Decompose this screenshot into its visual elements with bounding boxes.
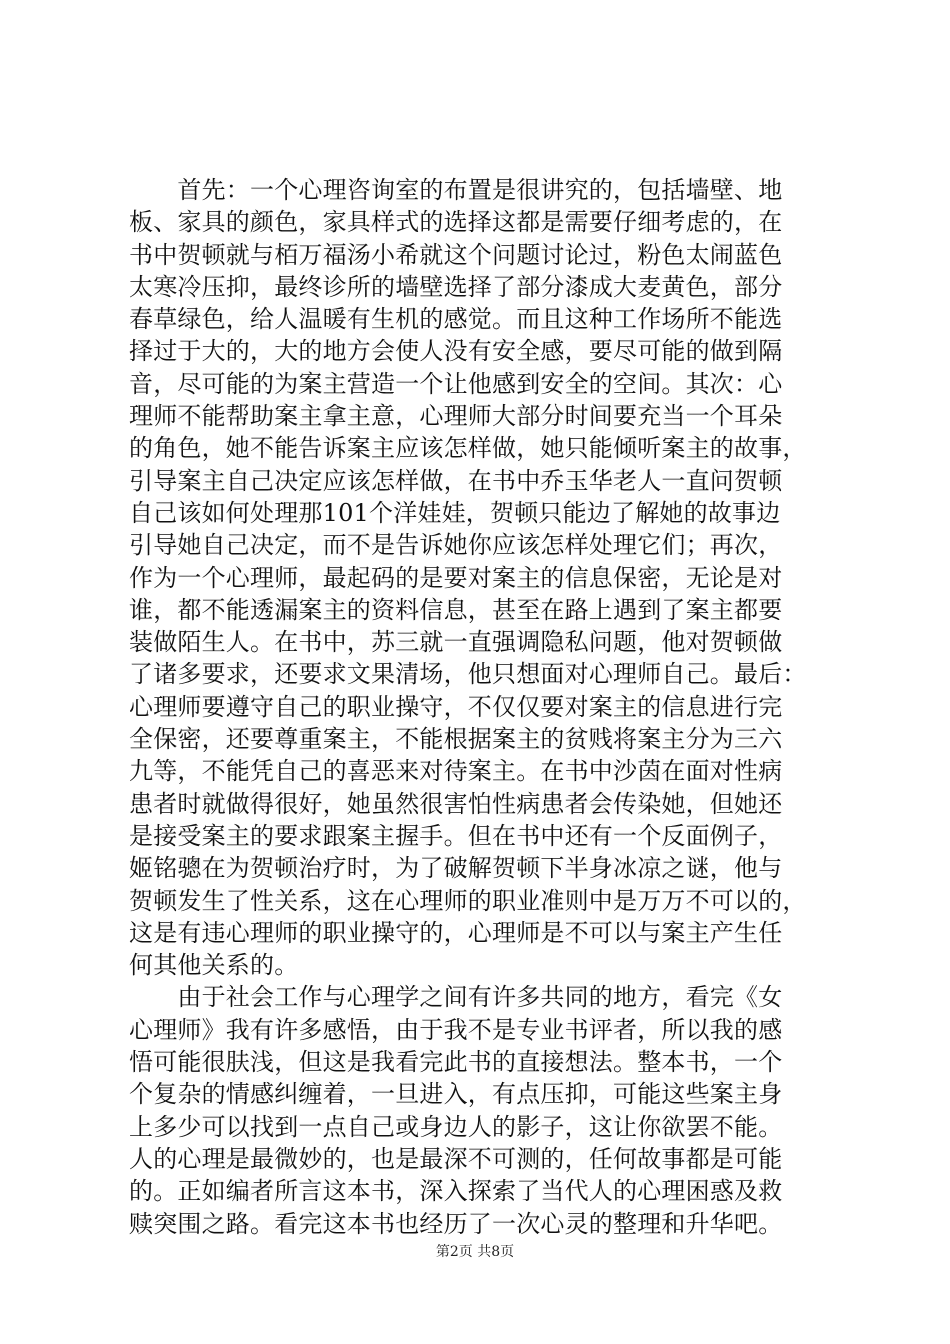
text-line: 太寒冷压抑，最终诊所的墙壁选择了部分漆成大麦黄色，部分 [129,272,783,301]
paragraph [129,981,849,1239]
text-line: 九等，不能凭自己的喜恶来对待案主。在书中沙茵在面对性病 [129,757,783,786]
text-line: 择过于大的，大的地方会使人没有安全感，要尽可能的做到隔 [129,337,783,366]
text-line: 了诸多要求，还要求文果清场，他只想面对心理师自己。最后： [129,660,807,689]
text-line: 悟可能很肤浅，但这是我看完此书的直接想法。整本书，一个 [129,1048,783,1077]
text-line: 自己该如何处理那101个洋娃娃，贺顿只能边了解她的故事边 [129,498,781,527]
text-line: 音，尽可能的为案主营造一个让他感到安全的空间。其次：心 [129,369,783,398]
text-line: 书中贺顿就与栢万福汤小希就这个问题讨论过，粉色太闹蓝色 [129,240,783,269]
text-line: 理师不能帮助案主拿主意，心理师大部分时间要充当一个耳朵 [129,402,783,431]
text-line: 患者时就做得很好，她虽然很害怕性病患者会传染她，但她还 [129,789,783,818]
text-line: 由于社会工作与心理学之间有许多共同的地方，看完《女 [129,983,783,1012]
text-line: 谁，都不能透漏案主的资料信息，甚至在路上遇到了案主都要 [129,595,783,624]
text-line: 何其他关系的。 [129,951,299,980]
text-line: 装做陌生人。在书中，苏三就一直强调隐私问题，他对贺顿做 [129,628,783,657]
text-line: 作为一个心理师，最起码的是要对案主的信息保密，无论是对 [129,563,783,592]
text-line: 上多少可以找到一点自己或身边人的影子，这让你欲罢不能。 [129,1112,783,1141]
paragraph [129,174,849,981]
text-line: 板、家具的颜色，家具样式的选择这都是需要仔细考虑的，在 [129,208,783,237]
text-line: 春草绿色，给人温暖有生机的感觉。而且这种工作场所不能选 [129,305,783,334]
text-line: 引导她自己决定，而不是告诉她你应该怎样处理它们；再次， [129,531,783,560]
text-line: 赎突围之路。看完这本书也经历了一次心灵的整理和升华吧。 [129,1209,783,1238]
text-line: 这是有违心理师的职业操守的，心理师是不可以与案主产生任 [129,918,783,947]
text-line: 心理师》我有许多感悟，由于我不是专业书评者，所以我的感 [129,1015,783,1044]
page-footer: 第2页 共8页 [435,1244,515,1260]
text-line: 引导案主自己决定应该怎样做，在书中乔玉华老人一直问贺顿 [129,466,783,495]
text-line: 全保密，还要尊重案主，不能根据案主的贫贱将案主分为三六 [129,725,783,754]
text-line: 心理师要遵守自己的职业操守，不仅仅要对案主的信息进行完 [129,692,783,721]
text-line: 首先：一个心理咨询室的布置是很讲究的，包括墙壁、地 [129,176,783,204]
body-text [129,174,849,1240]
text-line: 的角色，她不能告诉案主应该怎样做，她只能倾听案主的故事， [129,434,807,463]
text-line: 是接受案主的要求跟案主握手。但在书中还有一个反面例子， [129,821,783,850]
text-line: 的。正如编者所言这本书，深入探索了当代人的心理困惑及救 [129,1177,783,1206]
text-line: 姬铭骢在为贺顿治疗时，为了破解贺顿下半身冰凉之谜，他与 [129,854,783,883]
text-line: 个复杂的情感纠缠着，一旦进入，有点压抑，可能这些案主身 [129,1080,783,1109]
text-line: 人的心理是最微妙的，也是最深不可测的，任何故事都是可能 [129,1144,783,1173]
text-line: 贺顿发生了性关系，这在心理师的职业准则中是万万不可以的， [129,886,807,915]
